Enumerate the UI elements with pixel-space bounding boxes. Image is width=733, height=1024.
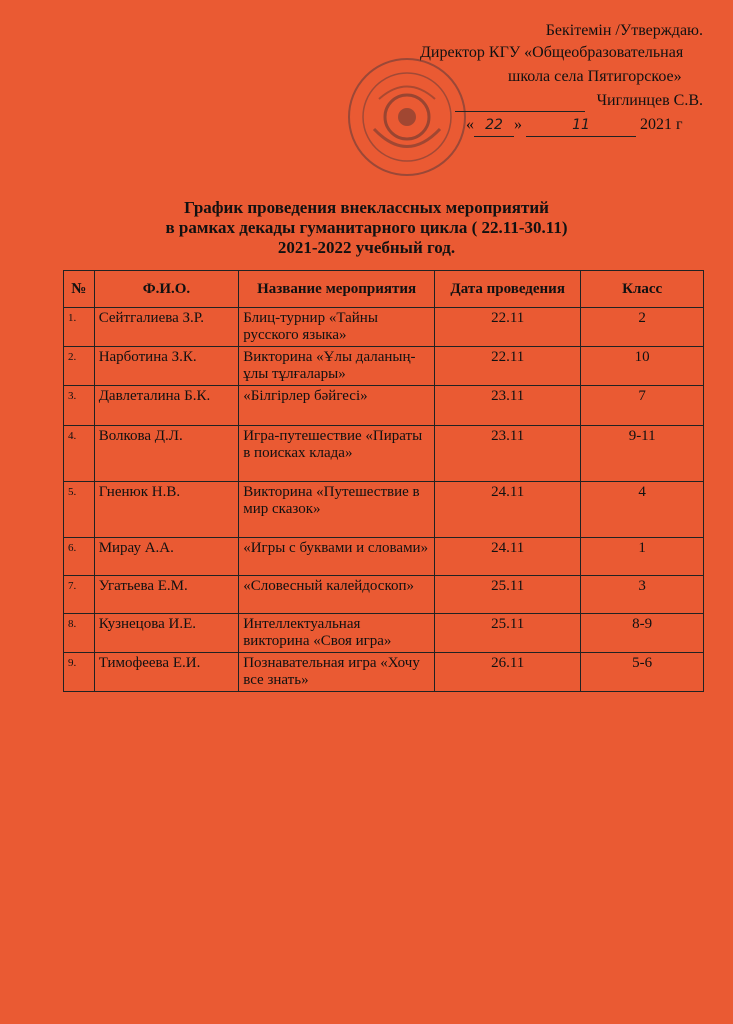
row-name: Угатьева Е.М. <box>94 576 239 614</box>
official-seal-icon <box>344 54 470 180</box>
approval-line-1: Бекітемін /Утверждаю. <box>545 22 703 39</box>
signature-rule <box>455 111 585 112</box>
row-date: 25.11 <box>435 614 581 653</box>
row-number: 6. <box>64 538 95 576</box>
row-name: Тимофеева Е.И. <box>94 653 239 692</box>
row-grade: 10 <box>581 347 704 386</box>
header-name: Ф.И.О. <box>94 271 239 308</box>
date-year: 2021 г <box>640 116 683 133</box>
table-row <box>64 538 704 576</box>
row-date: 26.11 <box>435 653 581 692</box>
row-date: 22.11 <box>435 308 581 347</box>
row-grade: 5-6 <box>581 653 704 692</box>
row-number: 4. <box>64 426 95 482</box>
row-name: Кузнецова И.Е. <box>94 614 239 653</box>
row-event: Викторина «Ұлы даланың-ұлы тұлғалары» <box>239 347 435 386</box>
header-date: Дата проведения <box>435 271 581 308</box>
row-event: «Словесный калейдоскоп» <box>239 576 435 614</box>
events-table <box>63 270 704 692</box>
approval-date <box>466 114 683 137</box>
row-name: Давлеталина Б.К. <box>94 386 239 426</box>
row-event: Викторина «Путешествие в мир сказок» <box>239 482 435 538</box>
row-name: Мирау А.А. <box>94 538 239 576</box>
row-name: Нарботина З.К. <box>94 347 239 386</box>
row-number: 7. <box>64 576 95 614</box>
row-name: Волкова Д.Л. <box>94 426 239 482</box>
row-number: 8. <box>64 614 95 653</box>
row-event: «Игры с буквами и словами» <box>239 538 435 576</box>
table-row <box>64 482 704 538</box>
row-number: 9. <box>64 653 95 692</box>
row-event: Блиц-турнир «Тайны русского языка» <box>239 308 435 347</box>
title-line-3: 2021-2022 учебный год. <box>277 238 456 257</box>
date-open-quote: « <box>466 116 474 133</box>
row-name: Гненюк Н.В. <box>94 482 239 538</box>
row-number: 5. <box>64 482 95 538</box>
row-event: Игра-путешествие «Пираты в поисках клада» <box>239 426 435 482</box>
row-event: «Білгірлер бәйгесі» <box>239 386 435 426</box>
row-number: 2. <box>64 347 95 386</box>
row-grade: 1 <box>581 538 704 576</box>
title-line-1: График проведения внеклассных мероприятий <box>184 198 549 217</box>
header-number: № <box>64 271 95 308</box>
director-name: Чиглинцев С.В. <box>596 92 703 109</box>
row-date: 23.11 <box>435 386 581 426</box>
table-row <box>64 614 704 653</box>
row-grade: 2 <box>581 308 704 347</box>
title-line-2: в рамках декады гуманитарного цикла ( 22.11-30.11) <box>165 218 568 237</box>
row-event: Интеллектуальная викторина «Своя игра» <box>239 614 435 653</box>
row-date: 25.11 <box>435 576 581 614</box>
table-row <box>64 653 704 692</box>
row-date: 24.11 <box>435 482 581 538</box>
row-number: 1. <box>64 308 95 347</box>
row-number: 3. <box>64 386 95 426</box>
row-date: 23.11 <box>435 426 581 482</box>
table-row <box>64 576 704 614</box>
table-row <box>64 386 704 426</box>
row-name: Сейтгалиева З.Р. <box>94 308 239 347</box>
header-event: Название мероприятия <box>239 271 435 308</box>
table-header-row <box>64 271 704 308</box>
row-event: Познавательная игра «Хочу все знать» <box>239 653 435 692</box>
row-grade: 7 <box>581 386 704 426</box>
row-grade: 4 <box>581 482 704 538</box>
table-row <box>64 308 704 347</box>
approval-line-3: школа села Пятигорское» <box>508 68 682 85</box>
row-grade: 9-11 <box>581 426 704 482</box>
document-title <box>0 198 733 258</box>
approval-signature-line <box>455 90 703 112</box>
row-date: 24.11 <box>435 538 581 576</box>
table-row <box>64 426 704 482</box>
header-grade: Класс <box>581 271 704 308</box>
row-grade: 3 <box>581 576 704 614</box>
date-close-quote: » <box>514 116 522 133</box>
date-day: 22 <box>474 114 514 137</box>
table-row <box>64 347 704 386</box>
date-month: 11 <box>526 114 636 137</box>
row-date: 22.11 <box>435 347 581 386</box>
approval-line-2: Директор КГУ «Общеобразовательная <box>420 44 684 61</box>
row-grade: 8-9 <box>581 614 704 653</box>
